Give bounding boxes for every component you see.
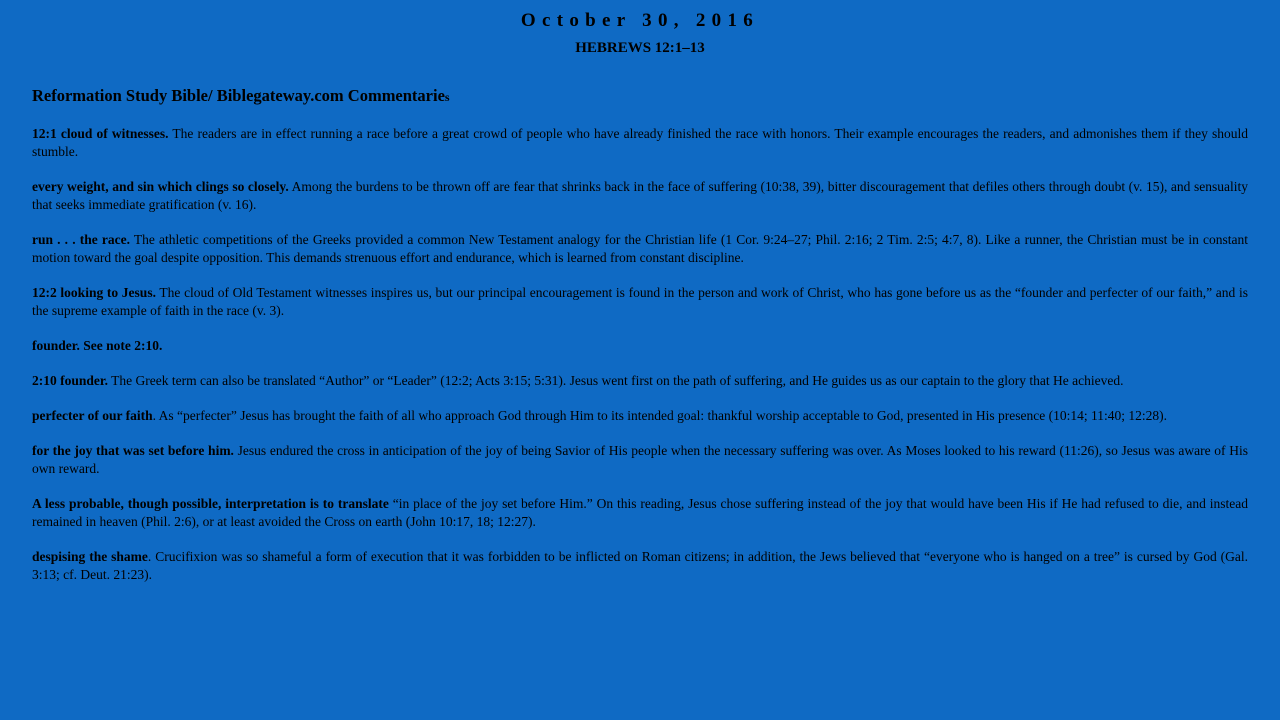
commentary-heading-main: Reformation Study Bible/ Biblegateway.com Commentarie — [32, 86, 445, 105]
paragraph-lead: 12:2 looking to Jesus. — [32, 285, 156, 300]
paragraph-lead: for the joy that was set before him. — [32, 443, 234, 458]
commentary-paragraph — [32, 178, 1248, 214]
paragraph-text: The athletic competitions of the Greeks provided a common New Testament analogy for the Christian life (1 Cor. 9:24–27; Phil. 2:16; 2 Tim. 2:5; 4:7, 8). Like a runner, the Christian must be in constant motion toward the goal despite opposition. This demands strenuous effort and endurance, which is learned from constant discipline. — [32, 232, 1249, 265]
commentary-paragraph — [32, 495, 1248, 531]
commentary-paragraph — [32, 231, 1248, 267]
paragraph-text: “in place of the joy set before Him.” On this reading, Jesus chose suffering instead of the joy that would have been His if He had refused to die, and instead remained in heaven (Phil. 2:6), or at least avoided the Cross on earth (John 10:17, 18; 12:27). — [32, 496, 1248, 529]
commentary-paragraph — [32, 337, 1248, 355]
paragraph-text: Among the burdens to be thrown off are fear that shrinks back in the face of suffering (10:38, 39), bitter discouragement that defiles others through doubt (v. 15), and sensuality that seeks immediate gratification (v. 16). — [32, 179, 1248, 212]
scripture-reference: HEBREWS 12:1–13 — [575, 40, 705, 56]
paragraph-text: The Greek term can also be translated “Author” or “Leader” (12:2; Acts 3:15; 5:31). Jesus went first on the path of suffering, and He guides us as our captain to the glory that He achieved. — [108, 373, 1124, 388]
commentary-paragraph — [32, 125, 1248, 161]
commentary-paragraph — [32, 372, 1248, 390]
commentary-paragraph — [32, 407, 1248, 425]
paragraph-lead: run . . . the race. — [32, 232, 130, 247]
commentary-paragraph — [32, 284, 1248, 320]
paragraph-text: The readers are in effect running a race before a great crowd of people who have already finished the race with honors. Their example encourages the readers, and admonishes them if they should stumble. — [32, 126, 1249, 159]
paragraph-text: The cloud of Old Testament witnesses inspires us, but our principal encouragement is found in the person and work of Christ, who has gone before us as the “founder and perfecter of our faith,” and is the supreme example of faith in the race (v. 3). — [32, 285, 1248, 318]
paragraph-text: . Crucifixion was so shameful a form of execution that it was forbidden to be inflicted on Roman citizens; in addition, the Jews believed that “everyone who is hanged on a tree” is cursed by God (Gal. 3:13; cf. Deut. 21:23). — [32, 549, 1248, 582]
paragraph-lead: A less probable, though possible, interpretation is to translate — [32, 496, 389, 511]
commentary-body — [32, 125, 1248, 601]
paragraph-lead: despising the shame — [32, 549, 148, 564]
paragraph-lead: 2:10 founder. — [32, 373, 109, 388]
paragraph-lead: every weight, and sin which clings so closely. — [32, 179, 289, 194]
paragraph-lead: perfecter of our faith — [32, 408, 153, 423]
paragraph-lead: 12:1 cloud of witnesses. — [32, 126, 169, 141]
slide-date: October 30, 2016 — [520, 10, 760, 31]
commentary-paragraph — [32, 548, 1248, 584]
paragraph-text: . As “perfecter” Jesus has brought the faith of all who approach God through Him to its intended goal: thankful worship acceptable to God, presented in His presence (10:14; 11:40; 12:28). — [152, 408, 1167, 423]
commentary-heading — [32, 86, 450, 106]
commentary-paragraph — [32, 442, 1248, 478]
commentary-heading-tail: s — [444, 90, 450, 104]
paragraph-lead: founder. See note 2:10. — [32, 338, 163, 353]
paragraph-text: Jesus endured the cross in anticipation of the joy of being Savior of His people when the necessary suffering was over. As Moses looked to his reward (11:26), so Jesus was aware of His own reward. — [32, 443, 1248, 476]
